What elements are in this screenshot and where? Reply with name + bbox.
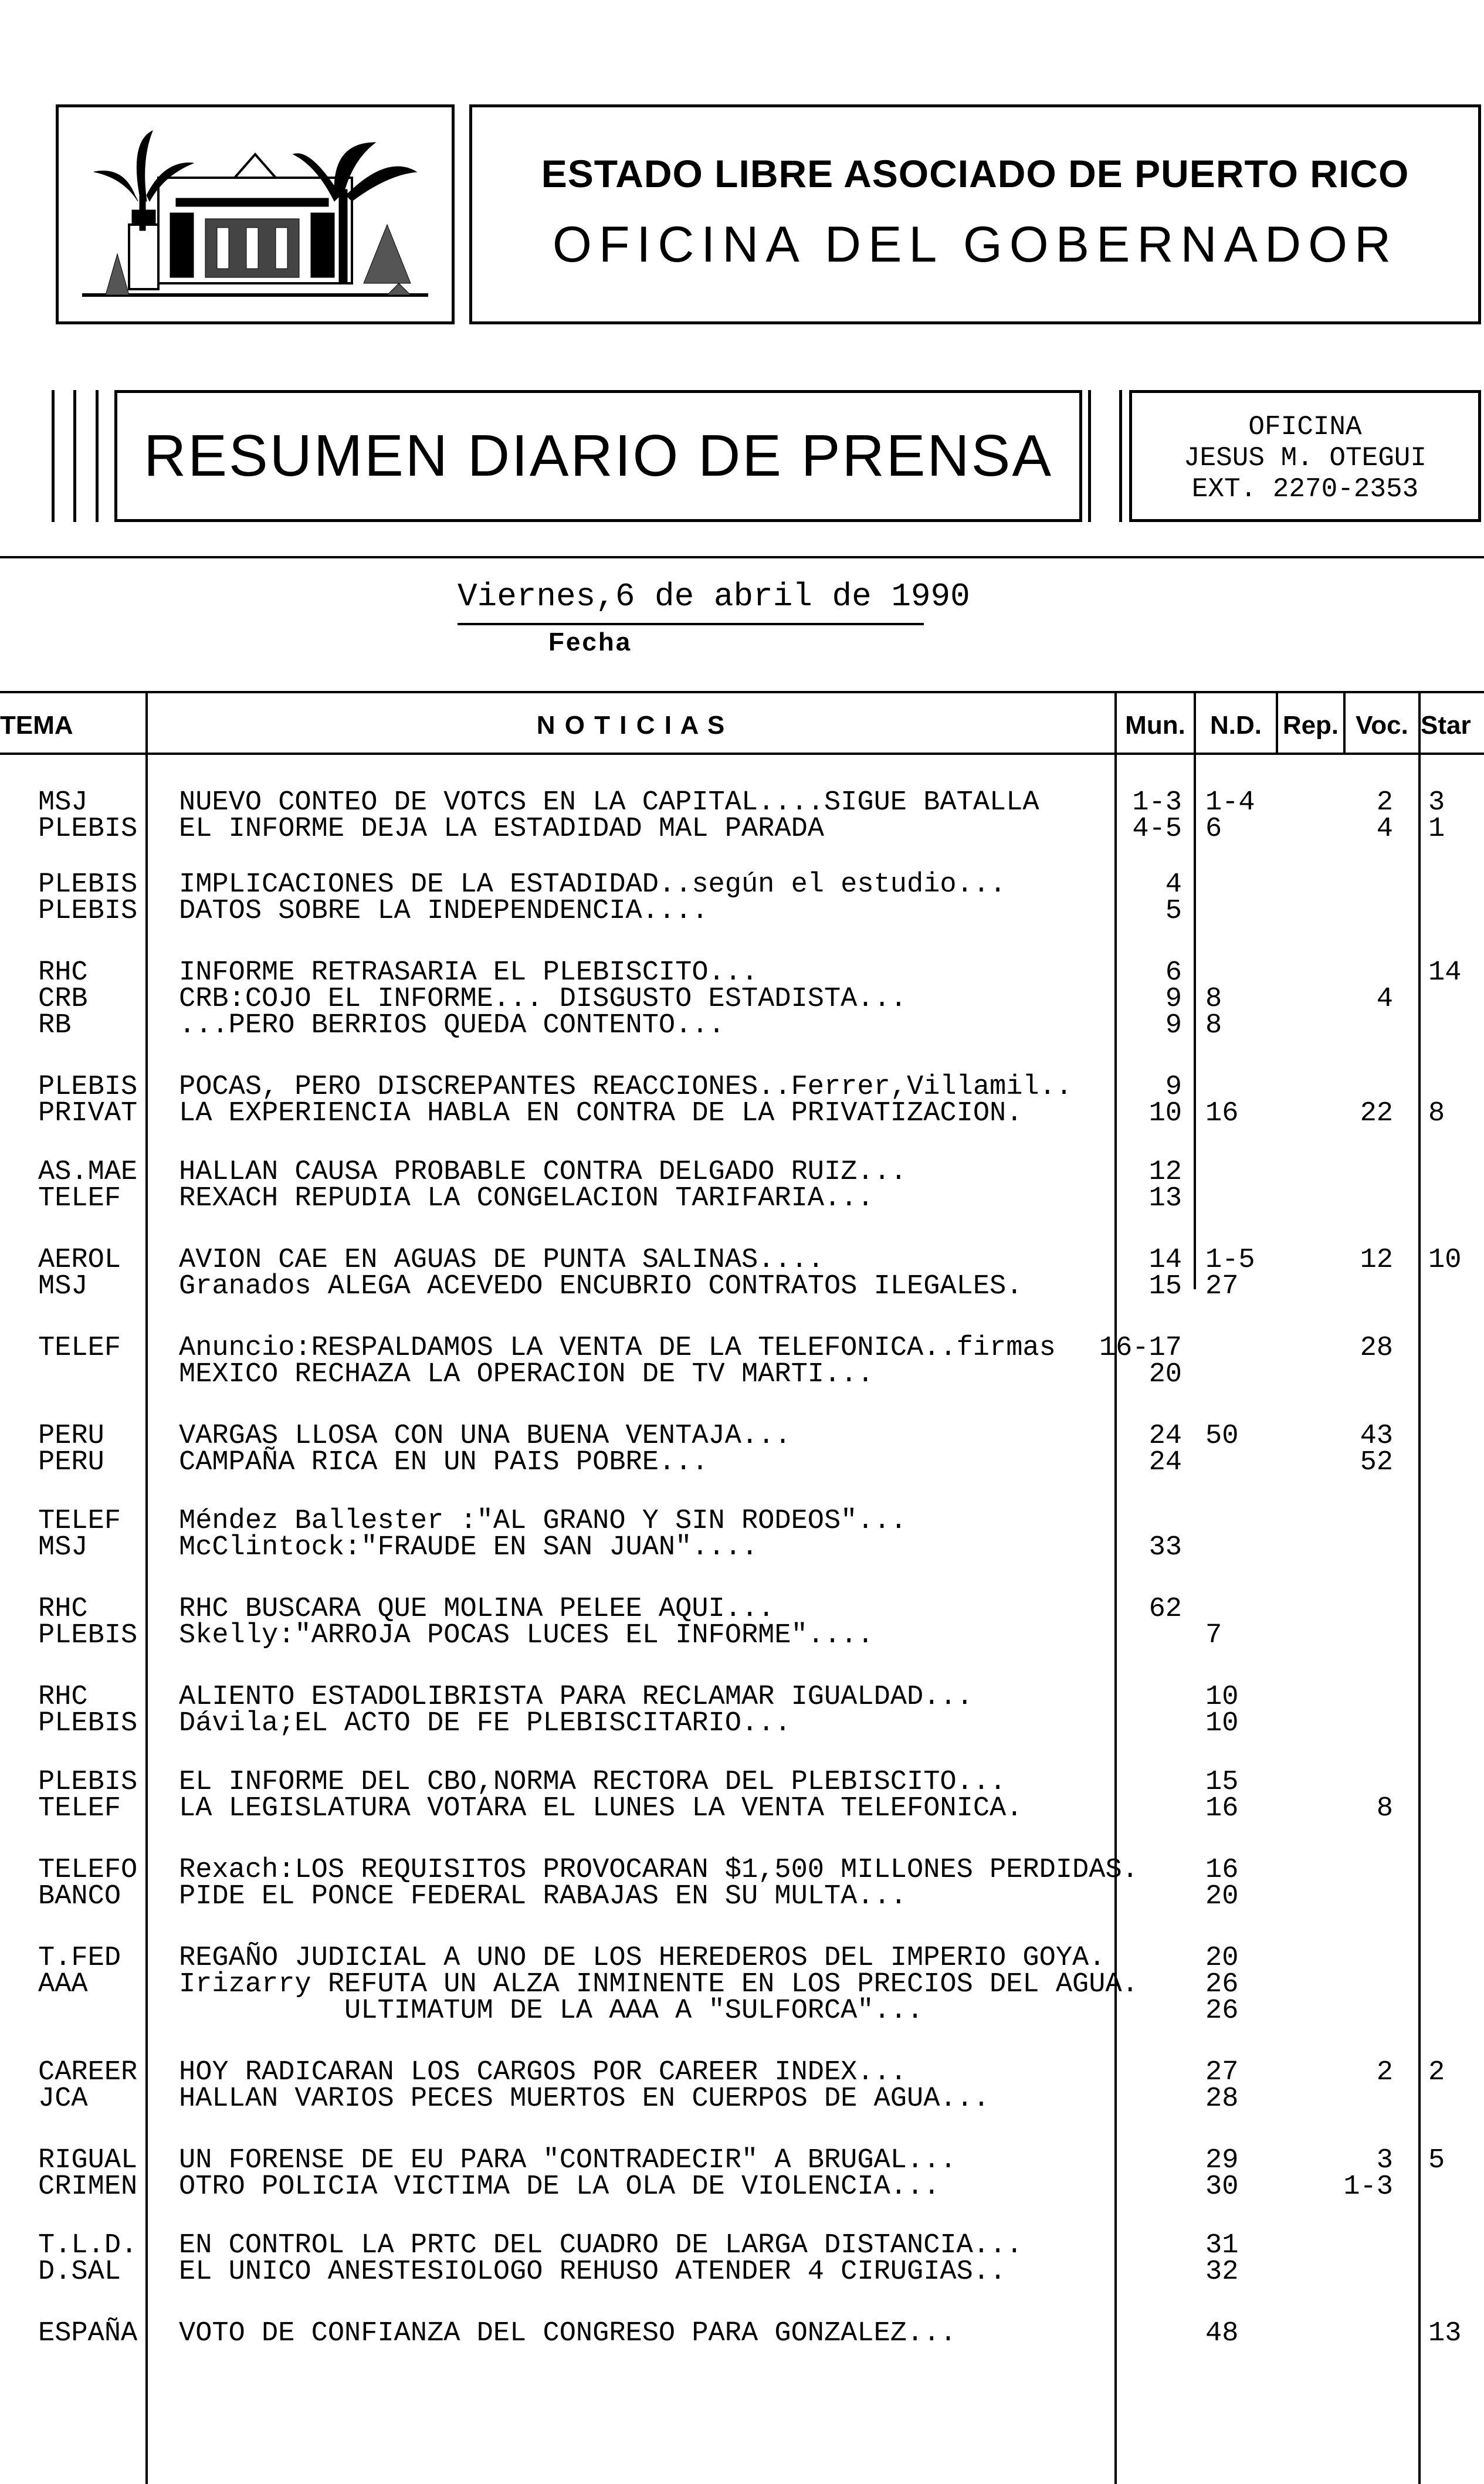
row-tema: PLEBIS: [38, 1620, 138, 1651]
row-star: 3: [1428, 787, 1445, 818]
row-headline: NUEVO CONTEO DE VOTCS EN LA CAPITAL....SIGUE BATALLA: [179, 787, 1039, 818]
row-tema: MSJ: [38, 1271, 88, 1302]
row-star: 8: [1428, 1098, 1445, 1129]
row-voc: 4: [1376, 814, 1393, 845]
row-nd: 10: [1205, 1708, 1239, 1739]
row-voc: 1-3: [1343, 2171, 1393, 2202]
row-tema: MSJ: [38, 787, 88, 818]
row-voc: 2: [1376, 787, 1393, 818]
row-headline: Anuncio:RESPALDAMOS LA VENTA DE LA TELEFONICA..firmas: [179, 1333, 1056, 1364]
row-mun: 12: [1148, 1157, 1182, 1188]
row-headline: OTRO POLICIA VICTIMA DE LA OLA DE VIOLENCIA...: [179, 2171, 940, 2202]
row-tema: TELEFO: [38, 1855, 138, 1886]
row-headline: Granados ALEGA ACEVEDO ENCUBRIO CONTRATOS ILEGALES.: [179, 1271, 1023, 1302]
header-noticias: N O T I C I A S: [536, 711, 726, 740]
row-nd: 48: [1205, 2318, 1239, 2349]
row-headline: LA LEGISLATURA VOTARA EL LUNES LA VENTA TELEFONICA.: [179, 1793, 1023, 1824]
row-tema: RHC: [38, 957, 88, 988]
row-tema: CRIMEN: [38, 2171, 138, 2202]
table-row: [0, 1011, 1484, 1041]
row-nd: 8: [1205, 984, 1222, 1015]
news-table: [0, 691, 1484, 2484]
row-nd: 8: [1205, 1010, 1222, 1041]
row-headline: VOTO DE CONFIANZA DEL CONGRESO PARA GONZALEZ...: [179, 2318, 957, 2349]
row-headline: VARGAS LLOSA CON UNA BUENA VENTAJA...: [179, 1421, 791, 1452]
row-tema: PLEBIS: [38, 1767, 138, 1798]
row-tema: TELEF: [38, 1333, 121, 1364]
row-tema: RIGUAL: [38, 2145, 138, 2176]
row-voc: 3: [1376, 2145, 1393, 2176]
table-row: [0, 1533, 1484, 1563]
row-tema: PLEBIS: [38, 896, 138, 927]
row-headline: LA EXPERIENCIA HABLA EN CONTRA DE LA PRIVATIZACION.: [179, 1098, 1023, 1129]
row-nd: 28: [1205, 2083, 1239, 2114]
decorative-bar-mid: [1088, 390, 1122, 522]
row-headline: HOY RADICARAN LOS CARGOS POR CAREER INDEX...: [179, 2057, 907, 2088]
row-voc: 43: [1360, 1421, 1393, 1452]
row-nd: 31: [1205, 2230, 1239, 2261]
office-person: JESUS M. OTEGUI: [1183, 443, 1427, 473]
row-mun: 9: [1165, 1010, 1182, 1041]
row-headline: McClintock:"FRAUDE EN SAN JUAN"....: [179, 1532, 758, 1563]
row-nd: 27: [1205, 1271, 1239, 1302]
row-nd: 20: [1205, 1943, 1239, 1974]
row-mun: 5: [1165, 896, 1182, 927]
row-headline: EL INFORME DEL CBO,NORMA RECTORA DEL PLEBISCITO...: [179, 1767, 1007, 1798]
row-tema: MSJ: [38, 1532, 88, 1563]
row-star: 2: [1428, 2057, 1445, 2088]
row-tema: AAA: [38, 1969, 88, 2000]
header-tema: TEMA: [0, 711, 73, 740]
row-headline: RHC BUSCARA QUE MOLINA PELEE AQUI...: [179, 1594, 775, 1625]
government-header: [469, 104, 1481, 324]
row-mun: 62: [1148, 1594, 1182, 1625]
row-tema: TELEF: [38, 1183, 121, 1214]
row-nd: 26: [1205, 1995, 1239, 2026]
header-rep: Rep.: [1282, 711, 1339, 740]
row-mun: 14: [1148, 1245, 1182, 1276]
row-headline: Skelly:"ARROJA POCAS LUCES EL INFORME"....: [179, 1620, 874, 1651]
mansion-illustration: [59, 107, 452, 321]
row-headline: ...PERO BERRIOS QUEDA CONTENTO...: [179, 1010, 725, 1041]
row-mun: 20: [1148, 1359, 1182, 1390]
row-nd: 20: [1205, 1881, 1239, 1912]
row-headline: UN FORENSE DE EU PARA "CONTRADECIR" A BRUGAL...: [179, 2145, 957, 2176]
table-row: [0, 1099, 1484, 1129]
row-headline: Dávila;EL ACTO DE FE PLEBISCITARIO...: [179, 1708, 791, 1739]
row-headline: MEXICO RECHAZA LA OPERACION DE TV MARTI...: [179, 1359, 874, 1390]
title-box: [114, 390, 1082, 522]
table-row: [0, 1448, 1484, 1478]
row-nd: 50: [1205, 1421, 1239, 1452]
header-state-name: ESTADO LIBRE ASOCIADO DE PUERTO RICO: [541, 152, 1410, 195]
table-row: [0, 814, 1484, 845]
row-tema: TELEF: [38, 1506, 121, 1537]
header-nd: N.D.: [1210, 711, 1262, 740]
table-top-rule: [0, 691, 1484, 693]
row-tema: PLEBIS: [38, 1708, 138, 1739]
row-nd: 16: [1205, 1855, 1239, 1886]
row-tema: AS.MAE: [38, 1157, 138, 1188]
row-nd: 29: [1205, 2145, 1239, 2176]
row-tema: PLEBIS: [38, 814, 138, 845]
table-row: [0, 1794, 1484, 1824]
table-row: [0, 1709, 1484, 1739]
row-headline: IMPLICACIONES DE LA ESTADIDAD..según el estudio...: [179, 869, 1007, 900]
row-tema: PERU: [38, 1421, 104, 1452]
row-tema: T.L.D.: [38, 2230, 138, 2261]
row-mun: 1-3: [1132, 787, 1182, 818]
row-tema: PLEBIS: [38, 869, 138, 900]
row-tema: RHC: [38, 1594, 88, 1625]
row-tema: TELEF: [38, 1793, 121, 1824]
header-star: Star: [1421, 711, 1471, 740]
table-row: [0, 1882, 1484, 1912]
row-star: 5: [1428, 2145, 1445, 2176]
table-row: [0, 1272, 1484, 1302]
row-tema: D.SAL: [38, 2256, 121, 2288]
row-nd: 1-4: [1205, 787, 1255, 818]
row-mun: 4: [1165, 869, 1182, 900]
table-row: [0, 2172, 1484, 2202]
row-tema: JCA: [38, 2083, 88, 2114]
table-row: [0, 1184, 1484, 1214]
row-mun: 9: [1165, 984, 1182, 1015]
table-row: [0, 2084, 1484, 2114]
row-star: 13: [1428, 2318, 1462, 2349]
row-headline: AVION CAE EN AGUAS DE PUNTA SALINAS....: [179, 1245, 824, 1276]
row-headline: PIDE EL PONCE FEDERAL RABAJAS EN SU MULTA...: [179, 1881, 907, 1912]
row-mun: 6: [1165, 957, 1182, 988]
row-voc: 22: [1360, 1098, 1393, 1129]
row-headline: EL INFORME DEJA LA ESTADIDAD MAL PARADA: [179, 814, 824, 845]
row-mun: 10: [1148, 1098, 1182, 1129]
date-underline: [458, 623, 924, 625]
document-title: RESUMEN DIARIO DE PRENSA: [143, 423, 1053, 489]
row-nd: 26: [1205, 1969, 1239, 2000]
row-headline: Méndez Ballester :"AL GRANO Y SIN RODEOS"...: [179, 1506, 907, 1537]
office-extension: EXT. 2270-2353: [1191, 474, 1419, 504]
date-value: Viernes,6 de abril de 1990: [458, 578, 970, 615]
date-label: Fecha: [548, 628, 632, 656]
row-nd: 27: [1205, 2057, 1239, 2088]
table-row: [0, 1621, 1484, 1651]
row-mun: 24: [1148, 1447, 1182, 1478]
table-row: [0, 2319, 1484, 2349]
row-headline: DATOS SOBRE LA INDEPENDENCIA....: [179, 896, 709, 927]
row-headline: CRB:COJO EL INFORME... DISGUSTO ESTADISTA...: [179, 984, 907, 1015]
row-headline: ALIENTO ESTADOLIBRISTA PARA RECLAMAR IGUALDAD...: [179, 1682, 973, 1713]
row-voc: 28: [1360, 1333, 1393, 1364]
row-tema: PRIVAT: [38, 1098, 138, 1129]
decorative-bar-left-inner: [73, 390, 76, 522]
row-voc: 12: [1360, 1245, 1393, 1276]
row-headline: EL UNICO ANESTESIOLOGO REHUSO ATENDER 4 CIRUGIAS..: [179, 2256, 1007, 2288]
row-mun: 24: [1148, 1421, 1182, 1452]
row-star: 1: [1428, 814, 1445, 845]
row-nd: 30: [1205, 2171, 1239, 2202]
header-voc: Voc.: [1356, 711, 1408, 740]
row-nd: 32: [1205, 2256, 1239, 2288]
row-headline: INFORME RETRASARIA EL PLEBISCITO...: [179, 957, 758, 988]
row-nd: 6: [1205, 814, 1222, 845]
row-mun: 16-17: [1099, 1333, 1182, 1364]
row-nd: 16: [1205, 1098, 1239, 1129]
row-tema: ESPAÑA: [38, 2318, 138, 2349]
row-tema: AEROL: [38, 1245, 121, 1276]
row-headline: HALLAN CAUSA PROBABLE CONTRA DELGADO RUIZ...: [179, 1157, 907, 1188]
row-tema: CAREER: [38, 2057, 138, 2088]
row-headline: Rexach:LOS REQUISITOS PROVOCARAN $1,500 MILLONES PERDIDAS.: [179, 1855, 1139, 1886]
row-voc: 8: [1376, 1793, 1393, 1824]
row-headline: EN CONTROL LA PRTC DEL CUADRO DE LARGA DISTANCIA...: [179, 2230, 1023, 2261]
row-star: 14: [1428, 957, 1462, 988]
row-star: 10: [1428, 1245, 1462, 1276]
row-nd: 7: [1205, 1620, 1222, 1651]
table-header-rule: [0, 753, 1484, 755]
row-nd: 16: [1205, 1793, 1239, 1824]
row-nd: 10: [1205, 1682, 1239, 1713]
row-nd: 1-5: [1205, 1245, 1255, 1276]
table-row: [0, 1360, 1484, 1390]
row-headline: POCAS, PERO DISCREPANTES REACCIONES..Ferrer,Villamil..: [179, 1072, 1073, 1103]
row-mun: 15: [1148, 1271, 1182, 1302]
row-tema: BANCO: [38, 1881, 121, 1912]
row-nd: 15: [1205, 1767, 1239, 1798]
row-mun: 13: [1148, 1183, 1182, 1214]
row-tema: RHC: [38, 1682, 88, 1713]
row-voc: 4: [1376, 984, 1393, 1015]
office-contact-box: [1129, 390, 1481, 522]
row-tema: RB: [38, 1010, 72, 1041]
row-voc: 2: [1376, 2057, 1393, 2088]
row-mun: 33: [1148, 1532, 1182, 1563]
table-row: [0, 1996, 1484, 2026]
table-row: [0, 896, 1484, 927]
row-tema: PLEBIS: [38, 1072, 138, 1103]
row-tema: CRB: [38, 984, 88, 1015]
row-mun: 4-5: [1132, 814, 1182, 845]
header-office-name: OFICINA DEL GOBERNADOR: [552, 216, 1398, 273]
header-mun: Mun.: [1125, 711, 1185, 740]
office-label: OFICINA: [1248, 412, 1362, 442]
row-headline: REXACH REPUDIA LA CONGELACION TARIFARIA...: [179, 1183, 874, 1214]
row-headline: ULTIMATUM DE LA AAA A "SULFORCA"...: [179, 1995, 924, 2026]
governor-mansion-logo: [56, 104, 455, 324]
header-divider: [0, 556, 1484, 558]
row-headline: REGAÑO JUDICIAL A UNO DE LOS HEREDEROS DEL IMPERIO GOYA.: [179, 1943, 1106, 1974]
row-tema: PERU: [38, 1447, 104, 1478]
row-voc: 52: [1360, 1447, 1393, 1478]
row-headline: HALLAN VARIOS PECES MUERTOS EN CUERPOS DE AGUA...: [179, 2083, 990, 2114]
row-tema: T.FED: [38, 1943, 121, 1974]
table-row: [0, 2257, 1484, 2288]
row-mun: 9: [1165, 1072, 1182, 1103]
row-headline: Irizarry REFUTA UN ALZA INMINENTE EN LOS PRECIOS DEL AGUA.: [179, 1969, 1139, 2000]
row-headline: CAMPAÑA RICA EN UN PAIS POBRE...: [179, 1447, 709, 1478]
